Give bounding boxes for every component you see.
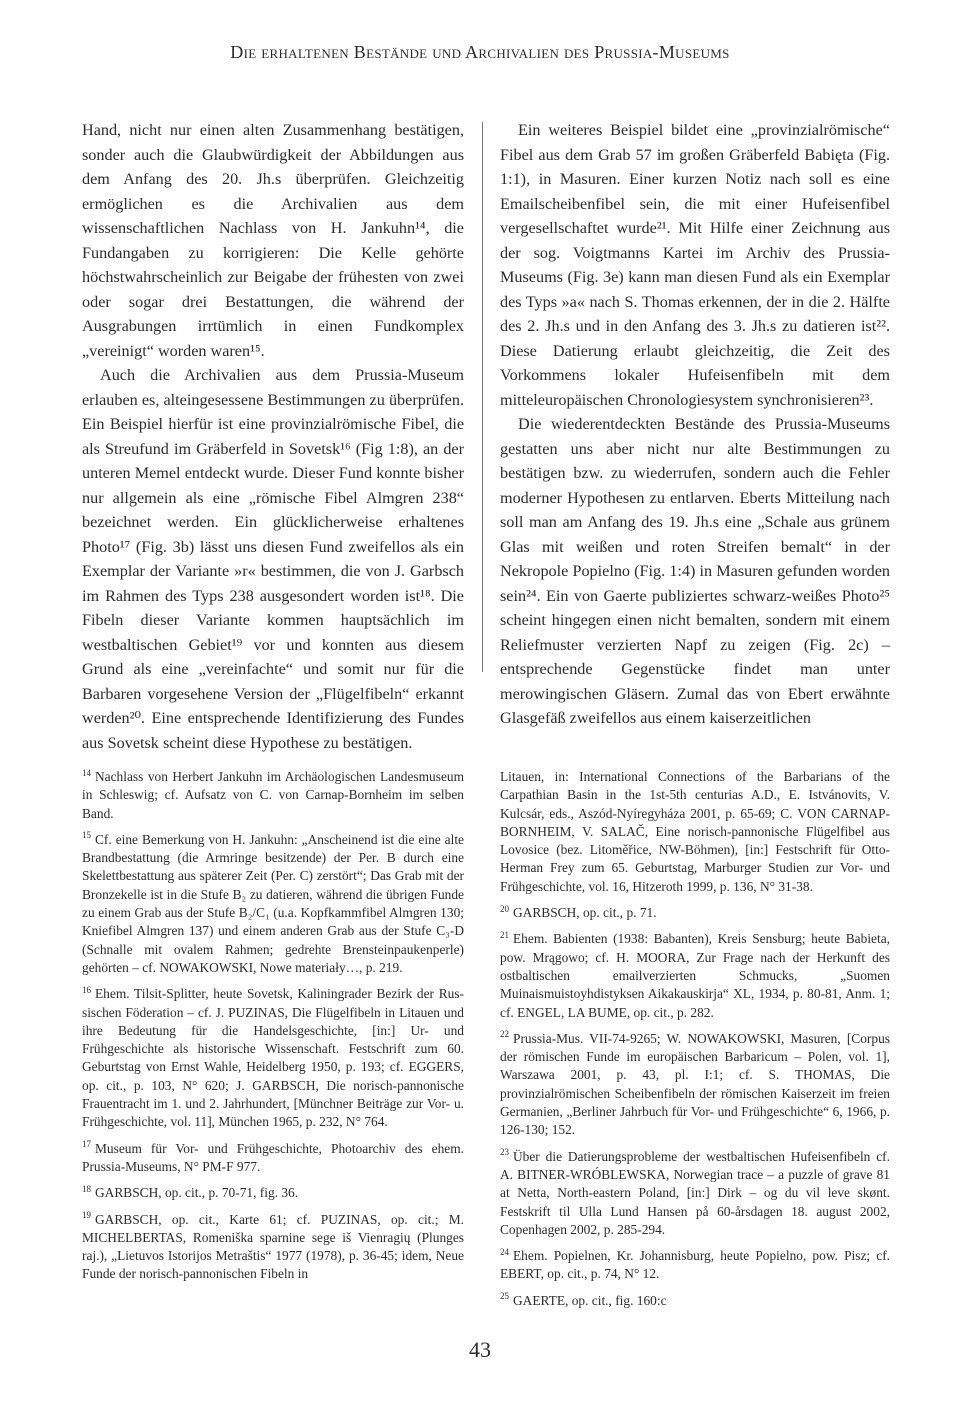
footnote-text: Nachlass von Herbert Jankuhn im Archäologischen Landesmuseum in Schleswig; cf. Aufsatz von C. von Carnap-Bornheim im selben Band. bbox=[82, 769, 464, 821]
footnote-text: Ehem. Popielnen, Kr. Johannisburg, heute Popielno, pow. Pisz; cf. EBERT, op. cit., p. 74, N° 12. bbox=[500, 1248, 890, 1282]
footnote bbox=[500, 1148, 890, 1239]
footnote bbox=[82, 1184, 464, 1202]
body-column-left bbox=[82, 118, 464, 755]
footnote-text: Cf. eine Bemerkung von H. Jankuhn: „Anscheinend ist die eine alte Brandbestattung (die Armringe besitzende) der Per. B durch eine Skelettbestattung aus späterer Zeit (Per. C) zerstört“; Das Grab mit der Bronzekelle ist in die Stufe B₂ zu datieren, während die übrigen Funde zu einem Grab aus der Stufe B₂/C₁ (u.a. Kopfkammfibel Almgren 130; Kniefibel Almgren 137) und einem anderen Grab aus der Stufe C₃-D (Schnalle mit ovalem Rahmen; gedrehte Brensteinpaukenperle) gehörten – cf. NOWAKOWSKI, Nowe materiały…, p. 219. bbox=[82, 831, 464, 975]
footnote-number: 18 bbox=[82, 1183, 91, 1194]
footnote bbox=[500, 1247, 890, 1284]
footnote-number: 17 bbox=[82, 1139, 91, 1150]
footnote-number: 19 bbox=[82, 1210, 91, 1221]
page-number: 43 bbox=[469, 1337, 491, 1362]
body-paragraph: Hand, nicht nur einen alten Zusammenhang bestätigen, sonder auch die Glaubwürdigkeit der Abbildungen aus dem Anfang des 20. Jh.s überprüfen. Gleichzeitig ermöglichen es die Archivalien aus dem wissenschaftlichen Nachlass von H. Jankuhn¹⁴, die Fundangaben zu korrigieren: Die Kelle gehörte höchstwahrscheinlich zur Beigabe der frühesten von zwei oder sogar drei Bestattungen, die während der Ausgrabungen irrtümlich in einen Fundkomplex „vereinigt“ worden waren¹⁵. bbox=[82, 121, 464, 360]
footnote-continued bbox=[500, 768, 890, 896]
column-divider bbox=[482, 122, 483, 672]
footnote bbox=[500, 1292, 890, 1310]
footnote-text: Museum für Vor- und Frühgeschichte, Photoarchiv des ehem. Prussia-Museums, N° PM-F 977. bbox=[82, 1140, 464, 1174]
footnote bbox=[82, 831, 464, 977]
footnote bbox=[82, 768, 464, 823]
footnote-number: 14 bbox=[82, 767, 91, 778]
footnote bbox=[500, 904, 890, 922]
footnote-number: 22 bbox=[500, 1029, 509, 1040]
body-column-right bbox=[500, 118, 890, 731]
footnote-text: Prussia-Mus. VII-74-9265; W. NOWAKOWSKI, Masuren, [Corpus der römischen Funde im europäischen Barbaricum – Polen, vol. 1], Warszawa 2001, p. 43, pl. I:1; cf. S. THOMAS, Die provinzialrömischen Scheibenfibeln der römischen Kaiserzeit im freien Germanien, „Berliner Jahrbuch für Vor- und Frühgeschichte“ 6, 1966, p. 126-130; 152. bbox=[500, 1030, 890, 1138]
body-paragraph: Die wiederentdeckten Bestände des Prussia-Museums gestatten uns aber nicht nur alte Bestimmungen zu bestätigen bzw. zu wiederrufen, sondern auch die Fehler moderner Hypothesen zu entlarven. Eberts Mitteilung nach soll man am Anfang des 19. Jh.s eine „Schale aus grünem Glas mit weißen und roten Streifen bemalt“ in der Nekropole Popielno (Fig. 1:4) in Masuren gefunden worden sein²⁴. Ein von Gaerte publiziertes schwarz-weißes Photo²⁵ scheint hingegen einen nicht bemalten, sondern mit einem Reliefmuster verzierten Napf zu zeigen (Fig. 2c) – entsprechende Gegenstücke findet man unter merowingischen Gläsern. Zumal das von Ebert erwähnte Glasgefäß zweifellos aus einem kaiserzeitlichen bbox=[500, 415, 890, 727]
body-paragraph: Auch die Archivalien aus dem Prussia-Museum erlauben es, alteingesessene Bestimmungen zu überprüfen. Ein Beispiel hierfür ist eine provinzialrömische Fibel, die als Streufund im Gräberfeld in Sovetsk¹⁶ (Fig 1:8), an der unteren Memel entdeckt wurde. Dieser Fund konnte bisher nur allgemein als eine „römische Fibel Almgren 238“ bezeichnet werden. Ein glücklicherweise erhaltenes Photo¹⁷ (Fig. 3b) lässt uns diesen Fund zweifellos als ein Exemplar der Variante »r« bestimmen, die von J. Garbsch im Rahmen des Typs 238 ausgesondert worden ist¹⁸. Die Fibeln dieser Variante kommen hauptsächlich im westbaltischen Gebiet¹⁹ vor und konnten aus diesem Grund als eine „vereinfachte“ und somit nur für die Barbaren vorgesehene Version der „Flügelfibeln“ erkannt werden²⁰. Eine entsprechende Identifizierung des Fundes aus Sovetsk scheint diese Hypothese zu bestätigen. bbox=[82, 366, 464, 752]
footnote-number: 25 bbox=[500, 1291, 509, 1302]
footnote-number: 16 bbox=[82, 984, 91, 995]
footnote-text: GARBSCH, op. cit., Karte 61; cf. PUZINAS, op. cit.; M. MICHELBERTAS, Romeniška sparnine sege iš Vienragių (Plunges raj.), „Lietuvos Istorijos Metraštis“ 1977 (1978), p. 36-45; idem, Neue Funde der norisch-pannonischen Fibeln in bbox=[82, 1211, 464, 1282]
footnotes-left bbox=[82, 768, 464, 1292]
footnote-text: GARBSCH, op. cit., p. 71. bbox=[513, 905, 657, 921]
footnote-number: 20 bbox=[500, 903, 509, 914]
footnote bbox=[82, 1140, 464, 1177]
footnote bbox=[500, 1030, 890, 1140]
footnote-text: Ehem. Babienten (1938: Babanten), Kreis Sensburg; heute Babieta, pow. Mrągowo; cf. H. MOORA, Zur Frage nach der Herkunft des ostbaltischen emailverzierten Schmucks, „Suomen Muinaismuistoyhdistyksen Aikakauskirja“ XL, 1934, p. 80-81, Anm. 1; cf. ENGEL, LA BUME, op. cit., p. 282. bbox=[500, 931, 890, 1020]
footnote-number: 15 bbox=[82, 830, 91, 841]
footnotes-right bbox=[500, 768, 890, 1318]
footnote-number: 24 bbox=[500, 1246, 509, 1257]
footnote-text: Litauen, in: International Connections of the Barbarians of the Carpathian Basin in the 1st-5th centurias A.D., E. Istvánovits, V. Kulcsár, eds., Aszód-Nyíregyháza 2001, p. 65-69; C. VON CARNAP-BORNHEIM, V. SALAČ, Eine norisch-pannonische Flügelfibel aus Lovosice (bez. Litoměřice, NW-Böhmen), [in:] Festschrift für Otto-Herman Frey zum 65. Geburtstag, Marburger Studien zur Vor- und Frühgeschichte, vol. 16, Hitzeroth 1999, p. 136, N° 31-38. bbox=[500, 769, 890, 894]
running-head: Die erhaltenen Bestände und Archivalien des Prussia-Museums bbox=[230, 42, 730, 62]
footnote bbox=[82, 985, 464, 1131]
footnote bbox=[82, 1211, 464, 1284]
footnote-text: GAERTE, op. cit., fig. 160:c bbox=[513, 1292, 667, 1308]
footnote-text: Über die Datierungsprobleme der westbaltischen Hufeisenfibeln cf. A. BITNER-WRÓBLEWSKA, Norwegian trace – a puzzle of grave 81 at Netta, North-eastern Poland, [in:] Dirk – og du vil leve skønt. Festskrift til Ulla Lund Hansen på 60-årsdagen 18. august 2002, Copenhagen 2002, p. 285-294. bbox=[500, 1148, 890, 1237]
body-paragraph: Ein weiteres Beispiel bildet eine „provinzialrömische“ Fibel aus dem Grab 57 im großen Gräberfeld Babięta (Fig. 1:1), in Masuren. Einer kurzen Notiz nach soll es eine Emailscheibenfibel sein, die mit einer Hufeisenfibel vergesellschaftet wurde²¹. Mit Hilfe einer Zeichnung aus der sog. Voigtmanns Kartei im Archiv des Prussia-Museums (Fig. 3e) kann man diesen Fund als ein Exemplar des Typs »a« nach S. Thomas erkennen, der in die 2. Hälfte des 2. Jh.s und in den Anfang des 3. Jh.s zu datieren ist²². Diese Datierung erlaubt gleichzeitig, die Zeit des Vorkommens lokaler Hufeisenfibeln mit dem mitteleuropäischen Chronologiesystem synchronisieren²³. bbox=[500, 121, 890, 409]
footnote-text: Ehem. Tilsit-Splitter, heute Sovetsk, Kaliningrader Bezirk der Rus-sischen Föderation – cf. J. PUZINAS, Die Flügelfibeln in Litauen und ihre Bedeutung für die Handelsgeschichte, [in:] Ur- und Frühgeschichte als historische Wissenschaft. Festschrift zum 60. Geburtstag von Ernst Wahle, Heidelberg 1950, p. 193; cf. EGGERS, op. cit., p. 103, N° 620; J. GARBSCH, Die norisch-pannonische Frauentracht im 1. und 2. Jahrhundert, [Münchner Beiträge zur Vor- u. Frühgeschichte, vol. 11], München 1965, p. 232, N° 764. bbox=[82, 986, 464, 1130]
footnote-number: 23 bbox=[500, 1147, 509, 1158]
footnote-number: 21 bbox=[500, 929, 509, 940]
footnote bbox=[500, 930, 890, 1021]
footnote-text: GARBSCH, op. cit., p. 70-71, fig. 36. bbox=[95, 1185, 299, 1201]
